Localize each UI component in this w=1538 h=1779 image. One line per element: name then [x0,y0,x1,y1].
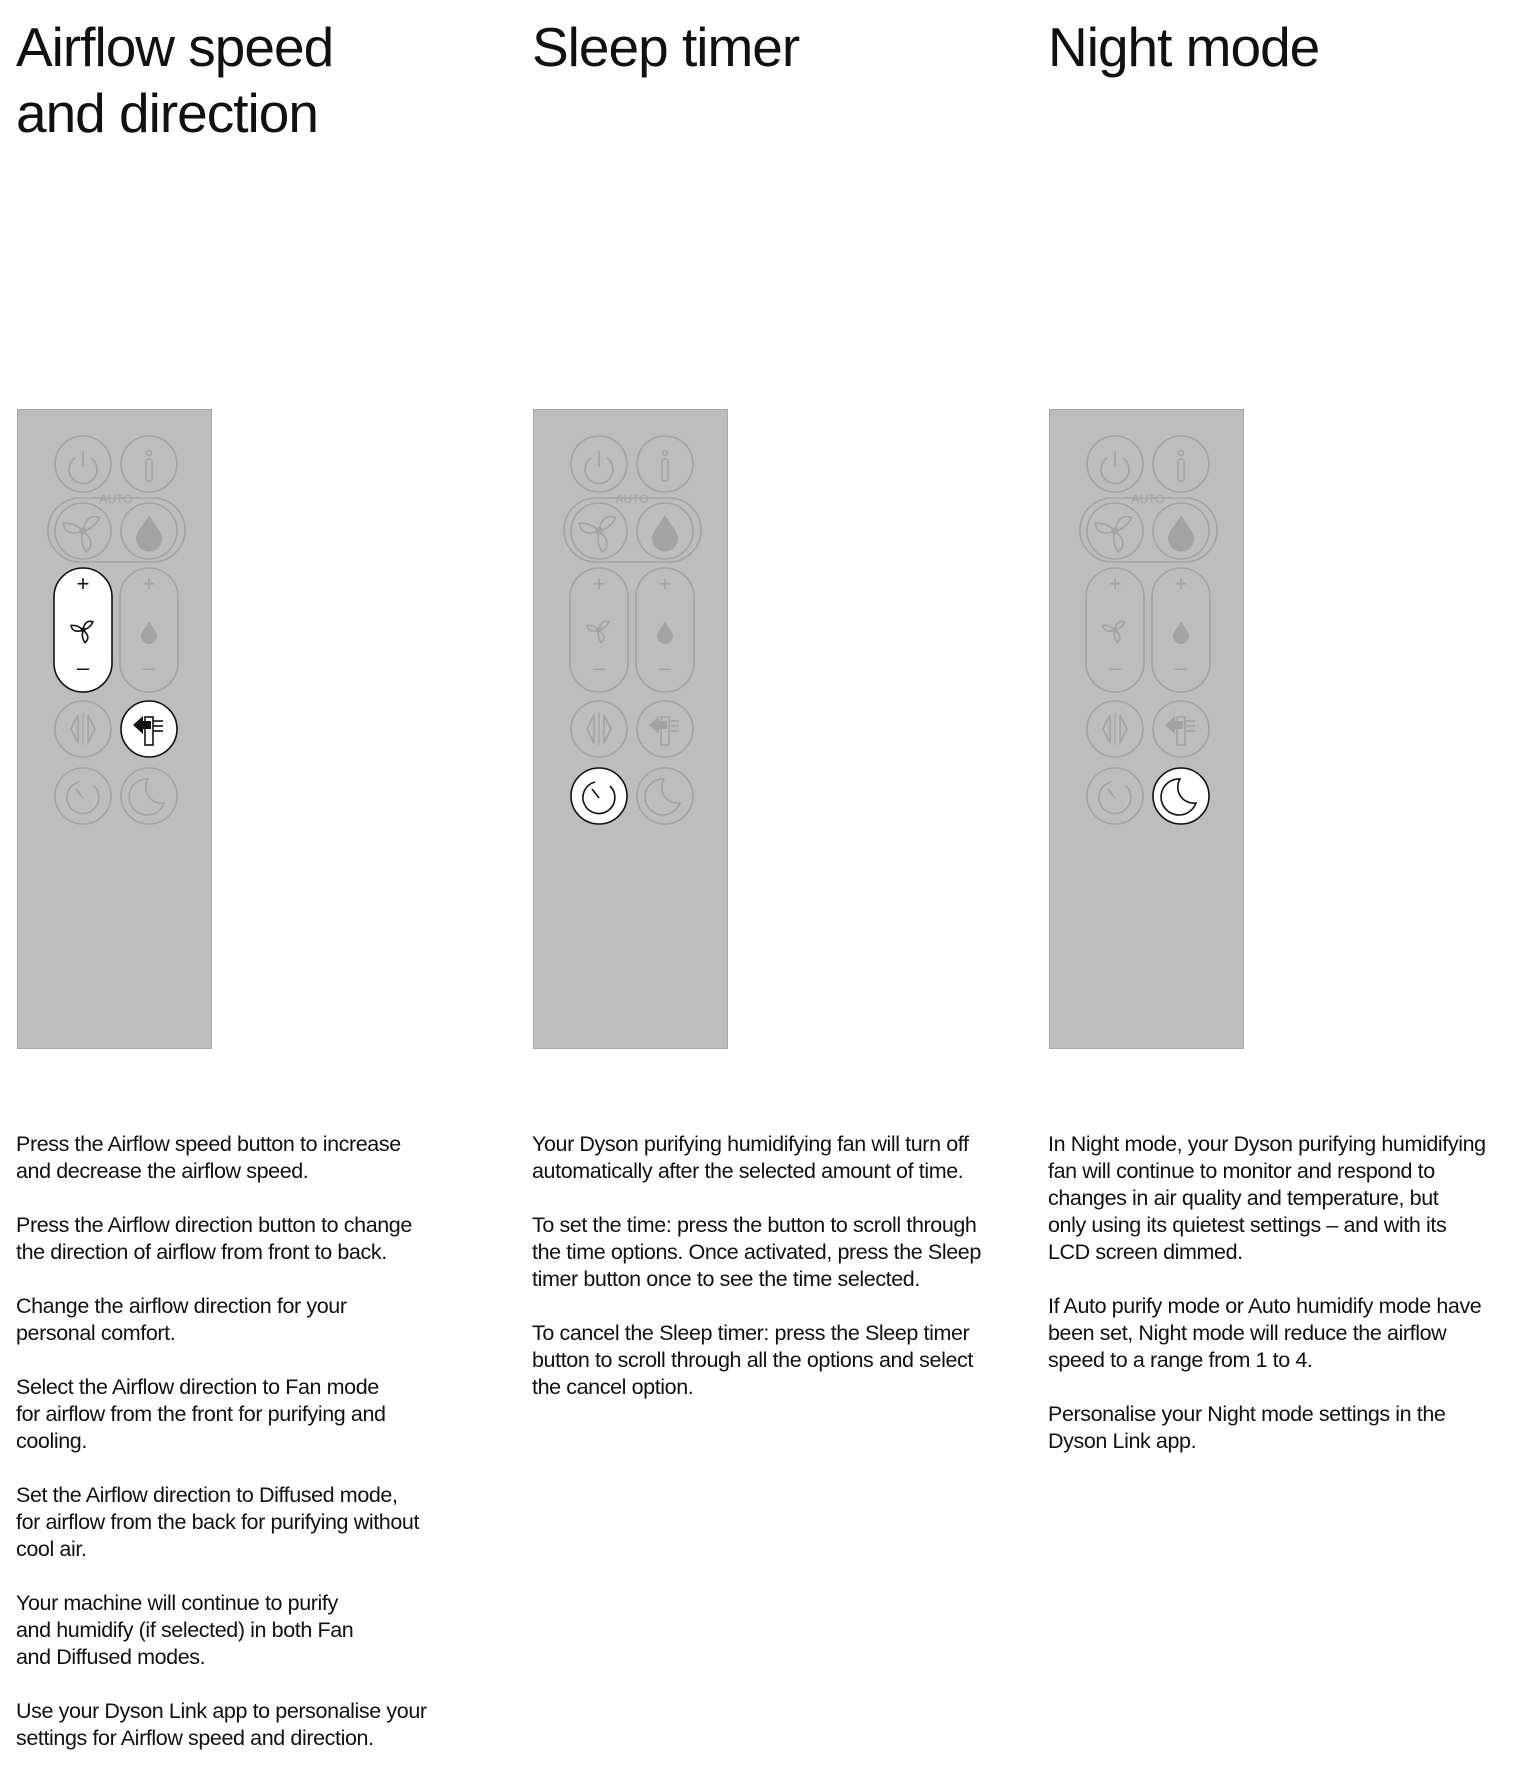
info-button [1153,436,1209,492]
auto-mode-group [1080,492,1217,562]
auto-label: AUTO [615,492,649,506]
minus-icon: – [1174,655,1188,680]
paragraph: Select the Airflow direction to Fan mode for airflow from the front for purifying and cooling. [16,1375,386,1453]
section-night-mode [1048,0,1538,1763]
night-mode-button [121,768,177,824]
oscillation-icon [587,713,611,745]
humidity-target-button [636,568,694,692]
minus-icon: – [76,655,90,680]
droplet-icon [1173,622,1189,644]
oscillation-button [571,701,627,757]
plus-icon: + [1108,571,1122,596]
remote-control [1049,409,1244,1049]
paragraph: If Auto purify mode or Auto humidify mode have been set, Night mode will reduce the airflow speed to a range from 1 to 4. [1048,1294,1482,1372]
remote-illustration [18,410,213,1050]
power-button [1087,436,1143,492]
power-icon [585,451,613,483]
airflow-direction-icon [1165,716,1195,745]
airflow-speed-button [1086,568,1144,692]
fan-icon [1094,517,1131,553]
airflow-speed-button [570,568,628,692]
airflow-direction-button [1153,701,1209,757]
paragraph: To set the time: press the button to scroll through the time options. Once activated, press the Sleep timer button once to see the time selected. [532,1213,981,1291]
humidity-target-button [120,568,178,692]
sleep-timer-button [571,768,627,824]
power-button [571,436,627,492]
info-button [637,436,693,492]
section-title: Airflow speed and direction [16,16,334,144]
section-text [1048,1131,1538,1482]
remote-control [17,409,212,1049]
auto-mode-group [48,492,185,562]
paragraph: To cancel the Sleep timer: press the Sleep timer button to scroll through all the options and select the cancel option. [532,1321,973,1399]
sleep-timer-icon [67,782,99,814]
paragraph: In Night mode, your Dyson purifying humidifying fan will continue to monitor and respond to changes in air quality and temperature, but only using its quietest settings – and with its LCD screen dimmed. [1048,1132,1486,1264]
plus-icon: + [592,571,606,596]
info-button [121,436,177,492]
plus-icon: + [658,571,672,596]
airflow-direction-button [121,701,177,757]
oscillation-icon [71,713,95,745]
paragraph: Use your Dyson Link app to personalise your settings for Airflow speed and direction. [16,1699,427,1750]
remote-illustration [534,410,729,1050]
power-icon [1101,451,1129,483]
droplet-icon [652,515,678,551]
paragraph: Press the Airflow speed button to increase and decrease the airflow speed. [16,1132,401,1183]
airflow-speed-button [54,568,112,692]
paragraph: Your Dyson purifying humidifying fan will turn off automatically after the selected amount of time. [532,1132,969,1183]
section-title: Night mode [1048,16,1320,78]
paragraph: Press the Airflow direction button to change the direction of airflow from front to back. [16,1213,412,1264]
section-text [532,1131,1022,1428]
info-icon [662,451,668,481]
minus-icon: – [1108,655,1122,680]
power-button [55,436,111,492]
oscillation-button [55,701,111,757]
minus-icon: – [142,655,156,680]
night-mode-button [637,768,693,824]
droplet-icon [141,622,157,644]
paragraph: Your machine will continue to purify and humidify (if selected) in both Fan and Diffused modes. [16,1591,354,1669]
sleep-timer-button [55,768,111,824]
power-icon [69,451,97,483]
section-airflow [16,0,516,1763]
info-icon [1178,451,1184,481]
moon-icon [645,779,680,815]
paragraph: Set the Airflow direction to Diffused mode, for airflow from the back for purifying without cool air. [16,1483,420,1561]
remote-control [533,409,728,1049]
oscillation-button [1087,701,1143,757]
plus-icon: + [1174,571,1188,596]
oscillation-icon [1103,713,1127,745]
section-sleep-timer [532,0,1032,1763]
fan-icon [1103,621,1125,643]
auto-label: AUTO [99,492,133,506]
remote-illustration [1050,410,1245,1050]
paragraph: Personalise your Night mode settings in the Dyson Link app. [1048,1402,1446,1453]
droplet-icon [1168,515,1194,551]
minus-icon: – [658,655,672,680]
airflow-direction-icon [649,716,679,745]
fan-icon [578,517,615,553]
night-mode-button [1153,768,1209,824]
plus-icon: + [76,571,90,596]
fan-icon [62,517,99,553]
info-icon [146,451,152,481]
sleep-timer-button [1087,768,1143,824]
droplet-icon [657,622,673,644]
auto-label: AUTO [1131,492,1165,506]
minus-icon: – [592,655,606,680]
droplet-icon [136,515,162,551]
fan-icon [587,621,609,643]
paragraph: Change the airflow direction for your personal comfort. [16,1294,347,1345]
moon-icon [129,779,164,815]
humidity-target-button [1152,568,1210,692]
plus-icon: + [142,571,156,596]
section-text [16,1131,506,1779]
auto-mode-group [564,492,701,562]
section-title: Sleep timer [532,16,800,78]
sleep-timer-icon [1099,782,1131,814]
airflow-direction-button [637,701,693,757]
